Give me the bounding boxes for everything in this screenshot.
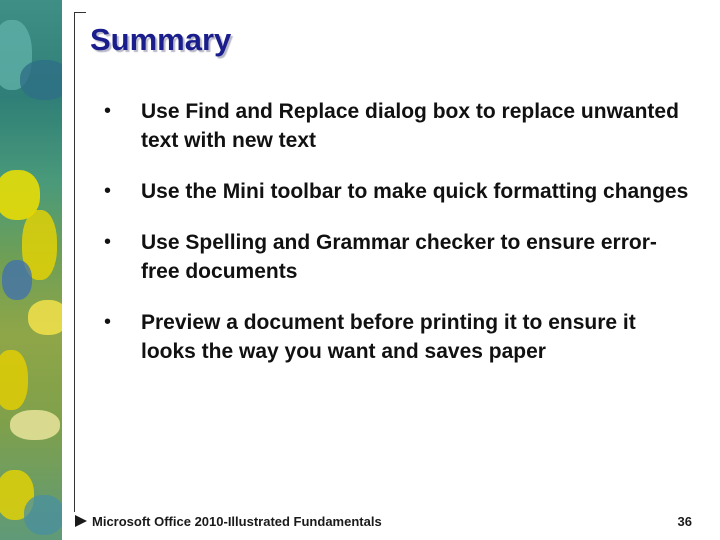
bullet-icon: •	[104, 231, 112, 253]
slide-title: Summary	[90, 22, 232, 57]
bullet-icon: •	[104, 100, 112, 122]
bullet-item	[104, 177, 694, 206]
bullet-item	[104, 97, 694, 155]
bullet-icon: •	[104, 311, 112, 333]
page-number: 36	[677, 514, 692, 529]
frame-corner	[74, 12, 86, 13]
footer-text: Microsoft Office 2010-Illustrated Fundamentals	[92, 514, 382, 529]
bullet-icon: •	[104, 180, 112, 202]
bullet-item	[104, 228, 694, 286]
bullet-text: Use the Mini toolbar to make quick formatting changes	[141, 180, 689, 203]
bullet-item	[104, 308, 694, 366]
bullet-text: Use Spelling and Grammar checker to ensure error-free documents	[141, 231, 657, 283]
triangle-right-icon	[75, 515, 87, 527]
side-decorative-art	[0, 0, 62, 540]
bullet-list	[104, 97, 694, 388]
bullet-text: Preview a document before printing it to ensure it looks the way you want and saves paper	[141, 311, 636, 363]
bullet-text: Use Find and Replace dialog box to replace unwanted text with new text	[141, 100, 679, 152]
frame-line	[74, 12, 75, 512]
